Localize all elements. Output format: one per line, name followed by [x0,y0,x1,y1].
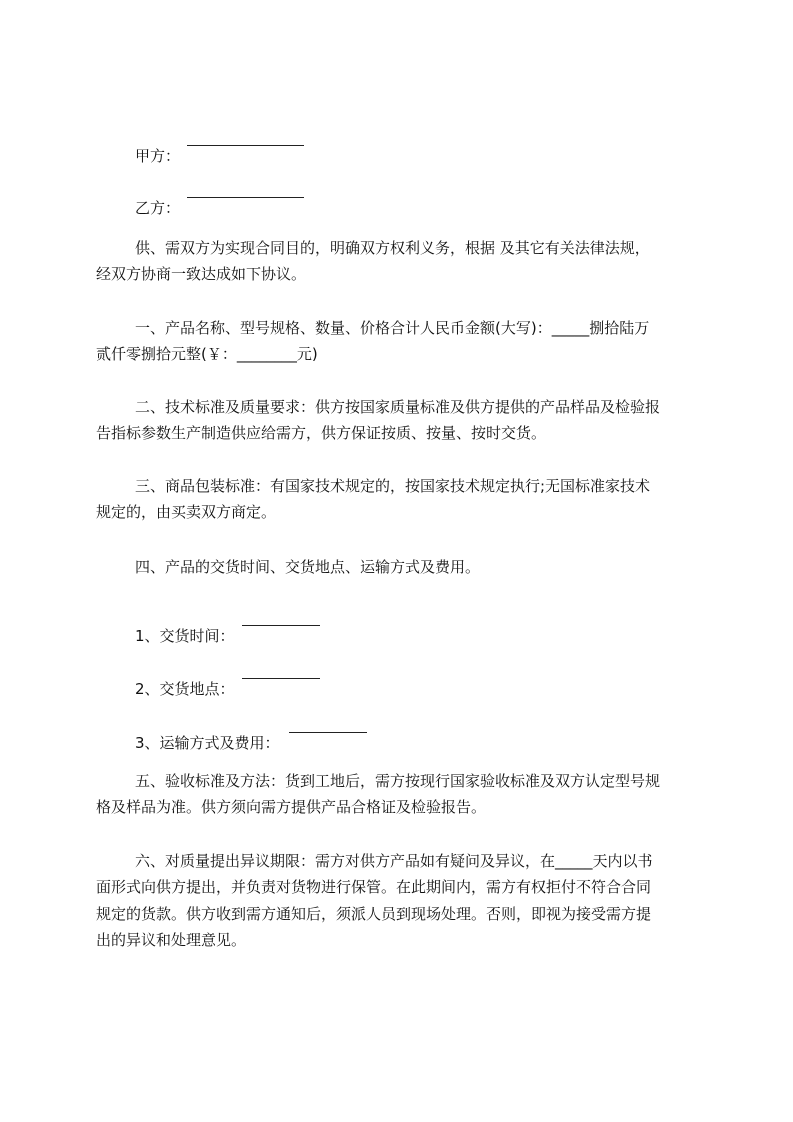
transport-label: 3、运输方式及费用： [135,734,280,752]
delivery-time-blank [242,611,320,626]
party-b-blank [187,183,304,198]
clause-6-line-3: 规定的货款。供方收到需方通知后，须派人员到现场处理。否则，即视为接受需方提 [96,905,652,923]
delivery-place-label: 2、交货地点： [135,680,235,698]
clause-1-line-1: 一、产品名称、型号规格、数量、价格合计人民币金额(大写)：_____捌拾陆万 [135,319,650,337]
clause-5-line-1: 五、验收标准及方法：货到工地后，需方按现行国家验收标准及双方认定型号规 [135,772,661,790]
party-a-line [0,131,793,165]
delivery-place-blank [242,664,320,679]
clause-3-line-1: 三、商品包装标准：有国家技术规定的，按国家技术规定执行;无国标准家技术 [135,477,651,495]
clause-5-line-2: 格及样品为准。供方须向需方提供产品合格证及检验报告。 [96,798,487,816]
delivery-time-line [0,611,793,645]
party-a-label: 甲方： [135,147,181,165]
clause-1-amount-blank: ________ [236,345,297,363]
party-b-label: 乙方： [135,199,181,217]
clause-2-line-1: 二、技术标准及质量要求：供方按国家质量标准及供方提供的产品样品及检验报 [135,398,661,416]
clause-6-line-1: 六、对质量提出异议期限：需方对供方产品如有疑问及异议，在_____天内以书 [135,852,653,870]
delivery-place-line [0,664,793,698]
clause-1-line-2 [0,344,793,364]
transport-line [0,718,793,752]
delivery-time-label: 1、交货时间： [135,627,235,645]
transport-blank [289,718,367,733]
party-a-blank [187,131,304,146]
clause-1-amount-text: 贰仟零捌拾元整(￥： [96,345,237,363]
clause-6-line-2: 面形式向供方提出，并负责对货物进行保管。在此期间内，需方有权拒付不符合合同 [96,878,652,896]
party-b-line [0,183,793,217]
intro-line-2: 经双方协商一致达成如下协议。 [96,265,307,283]
clause-3-line-2: 规定的，由买卖双方商定。 [96,503,277,521]
clause-1-amount-unit: 元) [296,345,318,363]
clause-2-line-2: 告指标参数生产制造供应给需方，供方保证按质、按量、按时交货。 [96,424,547,442]
clause-6-line-4: 出的异议和处理意见。 [96,931,247,949]
intro-line-1: 供、需双方为实现合同目的，明确双方权利义务，根据 及其它有关法律法规， [135,239,650,257]
clause-4-title: 四、产品的交货时间、交货地点、运输方式及费用。 [135,558,481,576]
